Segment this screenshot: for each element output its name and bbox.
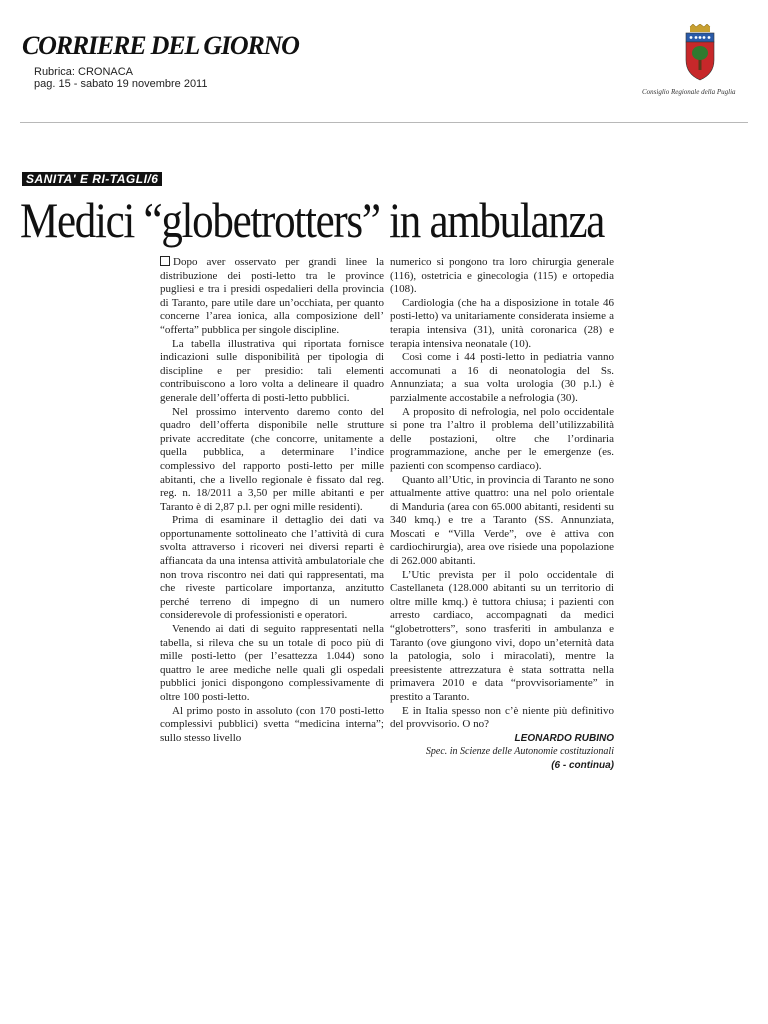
rubric-label: Rubrica: CRONACA bbox=[34, 66, 134, 78]
paragraph: L’Utic prevista per il polo occidentale di Castellaneta (128.000 abitanti su un territorio di oltre mille kmq.) è tuttora chiusa; i pazienti con arresto cardiaco, accompagnati da medici “globetrotters”, sono trasferiti in ambulanza e Taranto (ove giungono vivi, dopo un’eternità data la patologia, solo i miracolati), mentre la preesistente attrezzatura è stata sottratta nella primavera 2010 e data “provvisoriamente” in prestito a Taranto. bbox=[390, 568, 614, 703]
checkbox-bullet-icon bbox=[160, 256, 170, 266]
page-date: pag. 15 - sabato 19 novembre 2011 bbox=[34, 78, 208, 90]
paragraph: Così come i 44 posti-letto in pediatria vanno accomunati a 16 di neonatologia del Ss. Annunziata; a sua volta urologia (30 p.l.) è parzialmente accostabile a nefrologia (30). bbox=[390, 351, 614, 404]
section-kicker: SANITA' E RI-TAGLI/6 bbox=[22, 172, 162, 186]
article-column-1 bbox=[160, 256, 384, 745]
continuation-note: (6 - continua) bbox=[551, 759, 614, 771]
article-meta bbox=[34, 66, 207, 90]
paragraph bbox=[160, 256, 384, 338]
paragraph: Nel prossimo intervento daremo conto del quadro dell’offerta disponibile nelle strutture private accreditate (che concorre, unitamente a quella pubblica, a determinare l’indice complessivo del rapporto posti-letto per mille abitanti, che a livello regionale è fissato dal reg. reg. n. 18/2011 a 3,50 per mille abitanti e per Taranto è di 2,87 p.l. per ogni mille residenti). bbox=[160, 405, 384, 513]
article-author: LEONARDO RUBINO bbox=[514, 732, 614, 744]
paragraph: Prima di esaminare il dettaglio dei dati va opportunamente sottolineato che l’attività di cura svolta attraverso i ricoveri nei diversi reparti è affiancata da una intensa attività ambulatoriale che non trova riscontro nei dati qui rappresentati, ma che riveste particolare importanza, anzitutto perché terreno di impegno di un numero considerevole di professionisti e operatori. bbox=[160, 514, 384, 622]
paragraph: Quanto all’Utic, in provincia di Taranto ne sono attualmente attive quattro: una nel polo orientale di Manduria (area con 65.000 abitanti, residenti su 340 kmq.) e tre a Taranto (SS. Annunziata, Moscati e “Villa Verde”, ove è attiva con cardiochirurgia), area ove risiede una popolazione di 262.000 abitanti. bbox=[390, 473, 614, 568]
paragraph: E in Italia spesso non c’è niente più definitivo del provvisorio. O no? bbox=[390, 704, 614, 731]
logo-caption: Consiglio Regionale della Puglia bbox=[642, 88, 736, 96]
paragraph: La tabella illustrativa qui riportata fornisce indicazioni sulle disponibilità per tipologia di discipline e per presidio: tali elementi contribuiscono a loro volta a delineare il quadro generale dell’offerta di posti-letto pubblici. bbox=[160, 337, 384, 404]
newspaper-masthead: CORRIERE DEL GIORNO bbox=[22, 31, 299, 60]
paragraph-text: Dopo aver osservato per grandi linee la distribuzione dei posti-letto tra le province pugliesi e tra i presidi ospedalieri della provincia di Taranto, pare utile dare un’occhiata, per quanto concerne l’area ionica, alla composizione dell’ “offerta” pubblica per singole discipline. bbox=[160, 256, 384, 336]
author-role: Spec. in Scienze delle Autonomie costituzionali bbox=[425, 746, 614, 758]
paragraph: Venendo ai dati di seguito rappresentati nella tabella, si rileva che su un totale di poco più di mille posti-letto (per l’esattezza 1.044) sono quattro le aree mediche nelle quali gli ospedali pubblici jonici dispongono complessivamente di oltre 100 posti-letto. bbox=[160, 623, 384, 703]
regional-council-logo bbox=[640, 24, 760, 96]
header-divider bbox=[20, 122, 748, 123]
article-column-2 bbox=[390, 256, 614, 773]
paragraph: Cardiologia (che ha a disposizione in totale 46 posti-letto) va unitariamente considerata insieme a terapia intensiva (31), unità coronarica (28) e terapia intensiva neonatale (10). bbox=[390, 296, 614, 350]
article-headline: Medici “globetrotters” in ambulanza bbox=[20, 192, 605, 248]
coat-of-arms-icon bbox=[680, 24, 720, 84]
paragraph: Al primo posto in assoluto (con 170 posti-letto complessivi pubblici) svetta “medicina interna”; sullo stesso livello bbox=[160, 704, 384, 744]
paragraph: numerico si pongono tra loro chirurgia generale (116), ostetricia e ginecologia (115) e ortopedia (108). bbox=[390, 256, 614, 296]
paragraph: A proposito di nefrologia, nel polo occidentale si pone tra l’altro il problema dell’utilizzabilità delle postazioni, oltre che l’ordinaria programmazione, anche per le emergenze (es. pazienti con scompenso cardiaco). bbox=[390, 405, 614, 472]
